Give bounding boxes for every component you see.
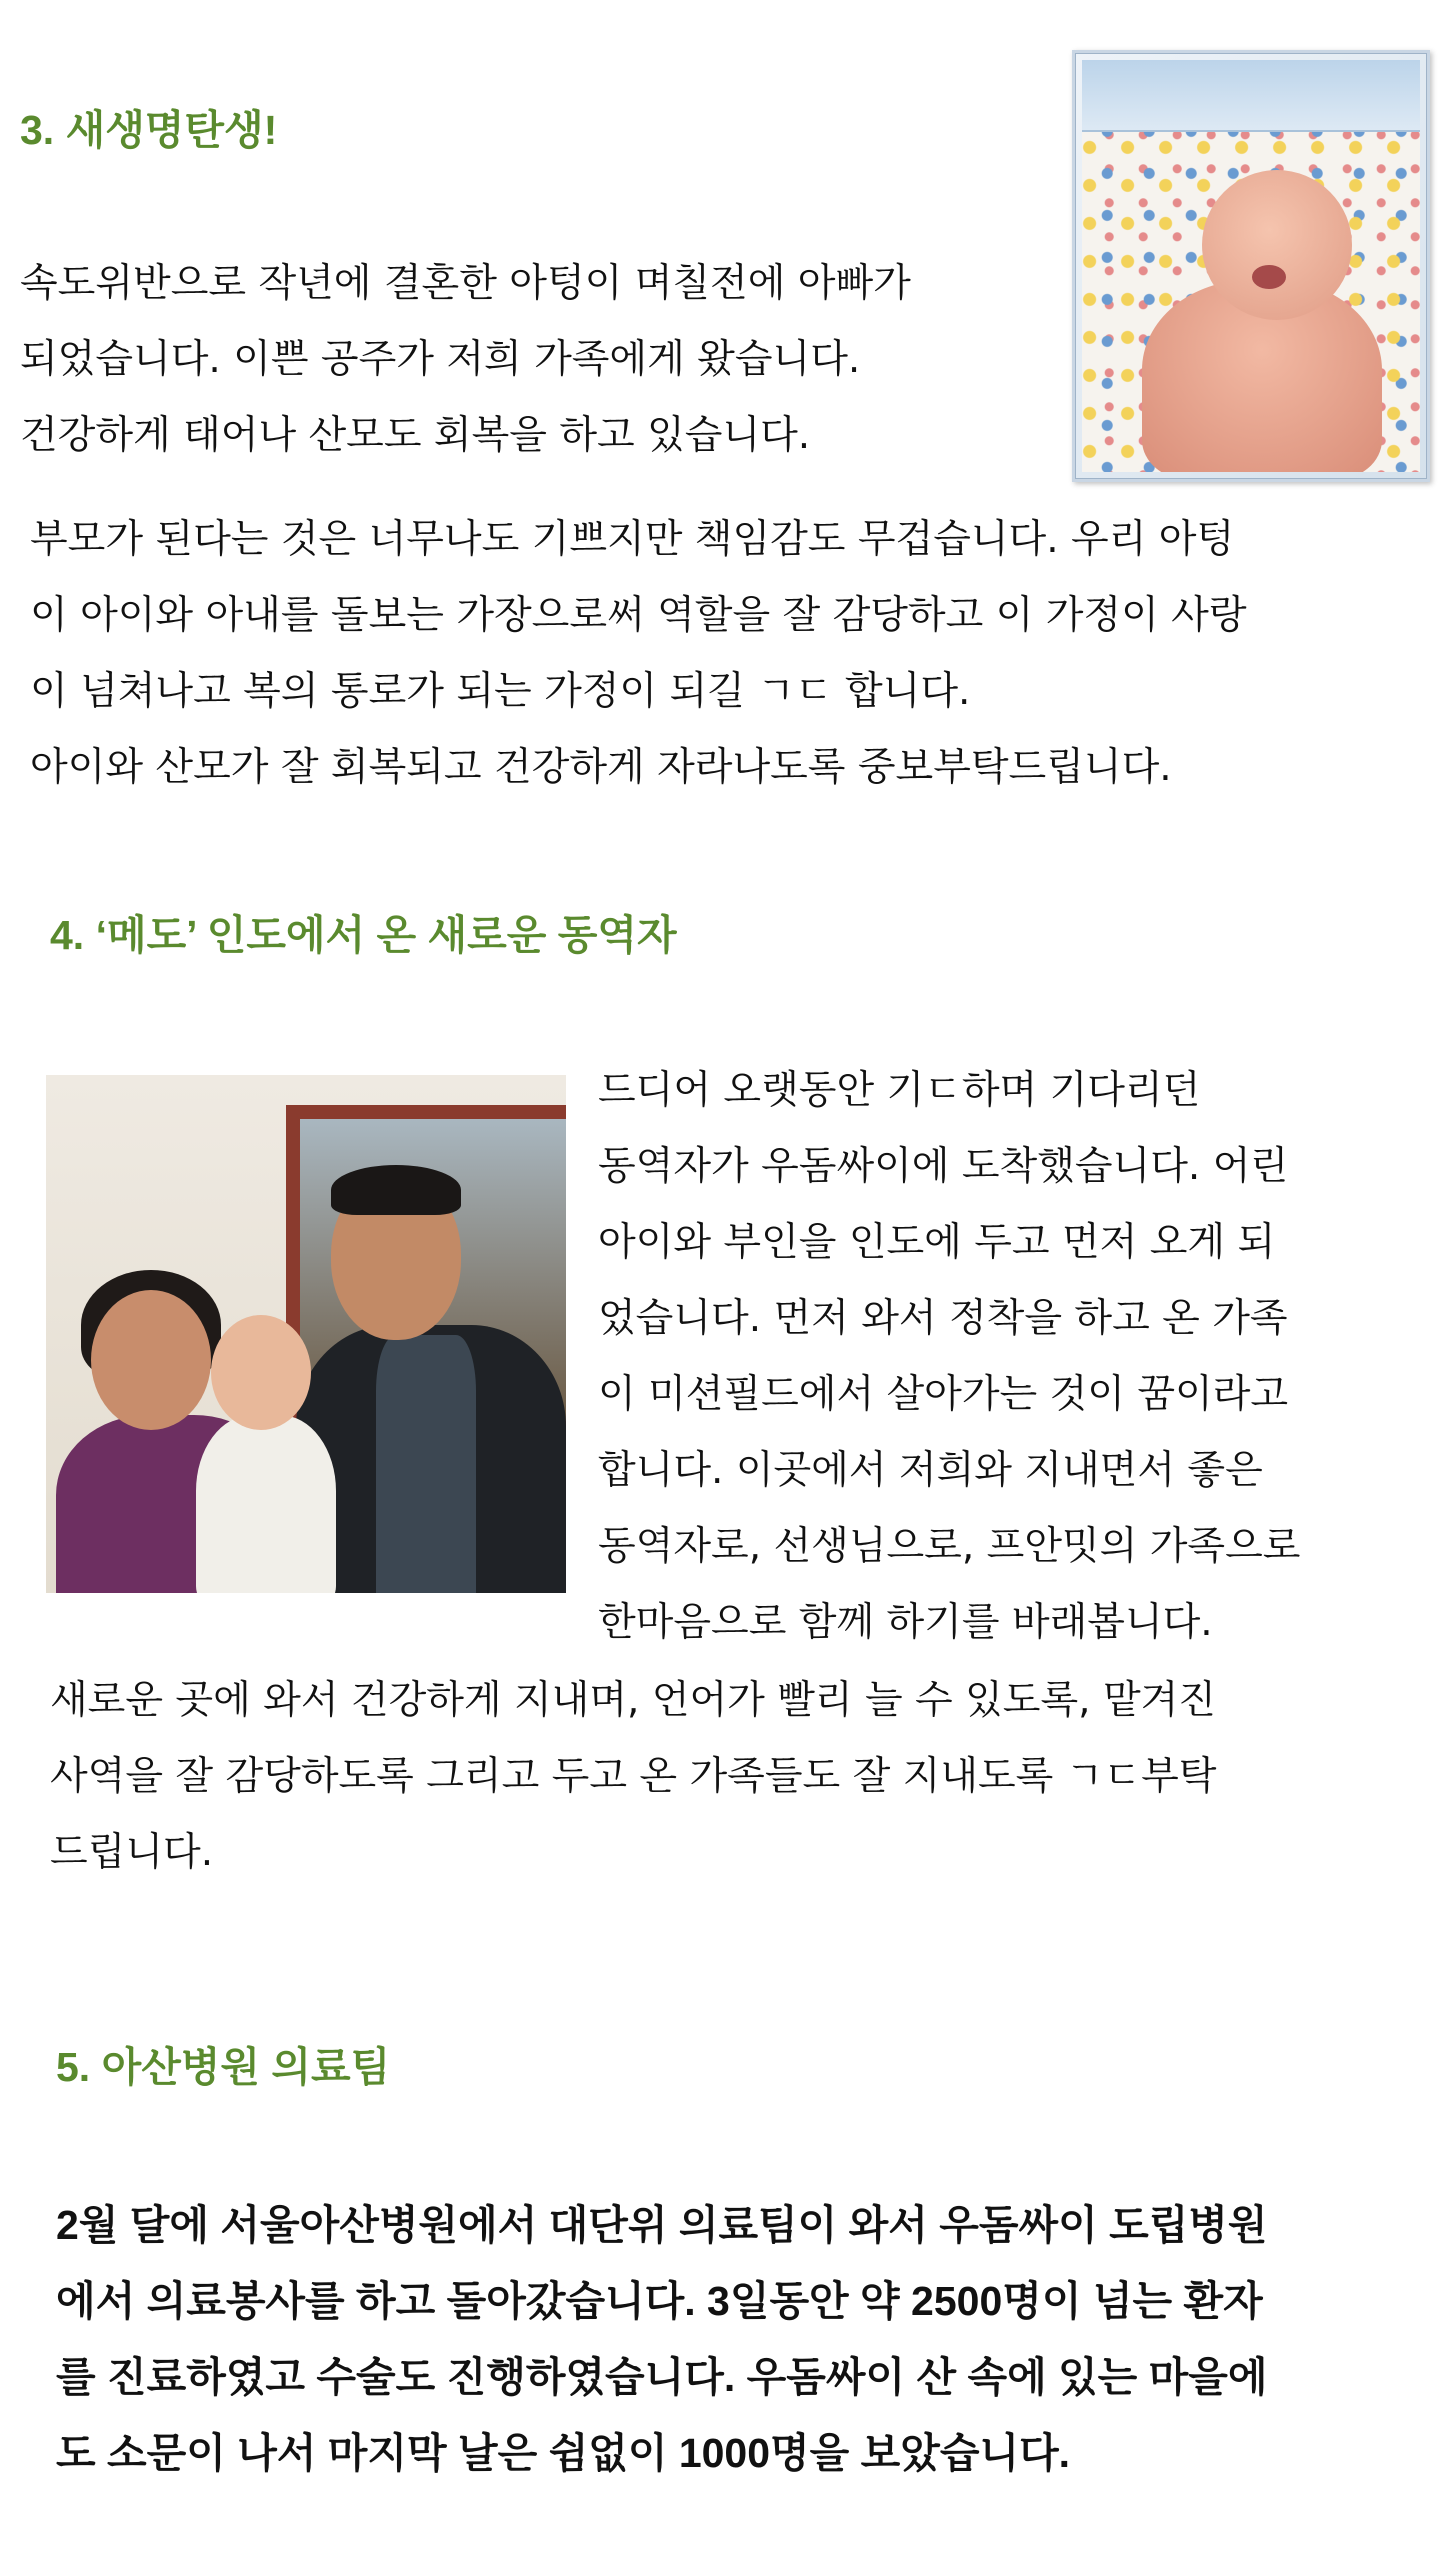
text-line: 에서 의료봉사를 하고 돌아갔습니다. 3일동안 약 2500명이 넘는 환자 — [56, 2278, 1263, 2324]
text-line: 한마음으로 함께 하기를 바래봅니다. — [598, 1600, 1213, 1645]
text-line: 부모가 된다는 것은 너무나도 기쁘지만 책임감도 무겁습니다. 우리 아텅 — [30, 517, 1235, 562]
text-line: 되었습니다. 이쁜 공주가 저희 가족에게 왔습니다. — [20, 337, 861, 382]
text-line: 새로운 곳에 와서 건강하게 지내며, 언어가 빨리 늘 수 있도록, 맡겨진 — [50, 1678, 1216, 1723]
text-line: 드디어 오랫동안 기ㄷ하며 기다리던 — [598, 1068, 1201, 1113]
text-line: 동역자로, 선생님으로, 프안밋의 가족으로 — [598, 1524, 1301, 1569]
text-line: 아이와 산모가 잘 회복되고 건강하게 자라나도록 중보부탁드립니다. — [30, 745, 1172, 790]
blanket-shape — [1082, 60, 1420, 132]
text-line: 었습니다. 먼저 와서 정착을 하고 온 가족 — [598, 1296, 1288, 1341]
section-3-heading: 3. 새생명탄생! — [20, 107, 278, 153]
section-3-body — [30, 502, 1247, 806]
text-line: 건강하게 태어나 산모도 회복을 하고 있습니다. — [20, 413, 811, 458]
newborn-baby-image — [1082, 60, 1420, 472]
child-body-shape — [196, 1415, 336, 1593]
section-4-body — [50, 1663, 1216, 1891]
child-head-shape — [211, 1315, 311, 1430]
text-line: 동역자가 우돔싸이에 도착했습니다. 어린 — [598, 1144, 1289, 1189]
text-line: 속도위반으로 작년에 결혼한 아텅이 며칠전에 아빠가 — [20, 261, 911, 306]
text-line: 도 소문이 나서 마지막 날은 쉼없이 1000명을 보았습니다. — [56, 2430, 1071, 2476]
woman-head-shape — [91, 1290, 211, 1430]
text-line: 합니다. 이곳에서 저희와 지내면서 좋은 — [598, 1448, 1263, 1493]
section-5-heading: 5. 아산병원 의료팀 — [56, 2044, 391, 2090]
text-line: 사역을 잘 감당하도록 그리고 두고 온 가족들도 잘 지내도록 ㄱㄷ부탁 — [50, 1754, 1217, 1799]
man-shirt-shape — [376, 1335, 476, 1593]
section-4-side-text — [598, 1053, 1300, 1661]
text-line: 이 넘쳐나고 복의 통로가 되는 가정이 되길 ㄱㄷ 합니다. — [30, 669, 971, 714]
section-5-body — [56, 2187, 1268, 2491]
baby-head-shape — [1202, 170, 1352, 320]
text-line: 를 진료하였고 수술도 진행하였습니다. 우돔싸이 산 속에 있는 마을에 — [56, 2354, 1268, 2400]
baby-mouth-shape — [1252, 265, 1286, 289]
text-line: 이 아이와 아내를 돌보는 가장으로써 역할을 잘 감당하고 이 가정이 사랑 — [30, 593, 1247, 638]
section-4-heading: 4. ‘메도’ 인도에서 온 새로운 동역자 — [50, 912, 677, 958]
text-line: 드립니다. — [50, 1830, 214, 1875]
text-line: 아이와 부인을 인도에 두고 먼저 오게 되 — [598, 1220, 1276, 1265]
text-line: 이 미션필드에서 살아가는 것이 꿈이라고 — [598, 1372, 1289, 1417]
new-coworker-family-photo — [46, 1075, 566, 1593]
man-hair-shape — [331, 1165, 461, 1215]
section-3-intro — [20, 246, 911, 474]
newborn-baby-photo — [1072, 50, 1430, 482]
text-line: 2월 달에 서울아산병원에서 대단위 의료팀이 와서 우돔싸이 도립병원 — [56, 2202, 1268, 2248]
